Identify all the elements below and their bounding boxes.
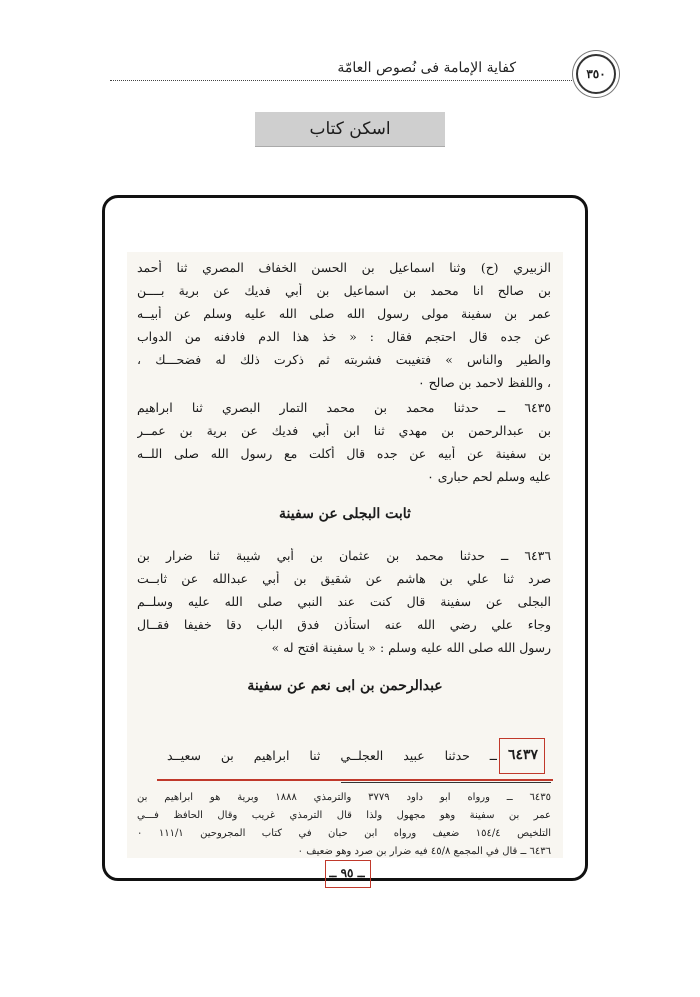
text-line: ، واللفظ لاحمد بن صالح ٠ bbox=[417, 375, 551, 390]
footnote-line: التلخيص ١٥٤/٤ ضعيف ورواه ابن حبان في كتاب المجروحين ١١١/١ ٠ bbox=[137, 828, 551, 839]
text-line: الزبيري (ح) وثنا اسماعيل بن الحسن الخفاف المصري ثنا أحمد bbox=[137, 260, 551, 275]
entry-number: ٦٤٣٧ bbox=[507, 747, 539, 763]
text-line: ٦٤٣٦ ــ حدثنا محمد بن عثمان بن أبي شيبة ثنا ضرار بن bbox=[137, 548, 551, 563]
footnote-line: ٦٤٣٦ ــ قال في المجمع ٤٥/٨ فيه ضرار بن صرد وهو ضعيف ٠ bbox=[297, 846, 551, 857]
section-heading: ثابت البجلى عن سفينة bbox=[279, 506, 411, 522]
text-line: رسول الله صلى الله عليه وسلم : « يا سفينة افتح له » bbox=[271, 640, 551, 655]
text-line: بن عبدالرحمن بن مهدي ثنا ابن أبي فديك عن برية بن عمــر bbox=[137, 423, 551, 438]
text-line: ٦٤٣٥ ــ حدثنا محمد بن محمد التمار البصري ثنا ابراهيم bbox=[137, 400, 551, 415]
page-number-medallion: ٣٥٠ bbox=[576, 54, 616, 94]
text-line: البجلى عن سفينة قال كنت عند النبي صلى الله عليه وسلــم bbox=[137, 594, 551, 609]
text-line: صرد ثنا علي بن هاشم عن شقيق بن أبي عبدالله عن ثابــت bbox=[137, 571, 551, 586]
text-line: بن صالح انا محمد بن اسماعيل بن أبي فديك عن برية بــــن bbox=[137, 283, 551, 298]
header-rule bbox=[110, 80, 576, 81]
text-line: عمر بن سفينة مولى رسول الله صلى الله عليه وسلم عن أبيــه bbox=[137, 306, 551, 321]
footnote-line: عمر بن سفينة وهو مجهول ولذا قال الترمذي غريب وقال الحافظ فـــي bbox=[137, 810, 551, 821]
text-line: ــ حدثنا عبيد العجلــي ثنا ابراهيم بن سعيــد bbox=[167, 748, 497, 763]
text-line: والطير والناس » فتغيبت فشربته ثم ذكرت ذلك له فضحـــك ، bbox=[137, 352, 551, 367]
page-header bbox=[110, 52, 616, 92]
section-heading: عبدالرحمن بن ابى نعم عن سفينة bbox=[247, 678, 443, 694]
text-line: عليه وسلم لحم حبارى ٠ bbox=[427, 469, 551, 484]
scan-page-number: ــ ٩٥ ــ bbox=[329, 866, 365, 880]
scan-frame bbox=[102, 195, 588, 881]
red-underline bbox=[157, 779, 553, 781]
header-title: كفاية الإمامة فى نُصوص العامّة bbox=[337, 60, 516, 76]
section-label: اسكن كتاب bbox=[255, 112, 445, 146]
scanned-page bbox=[127, 252, 563, 880]
footnote-line: ٦٤٣٥ ــ ورواه ابو داود ٣٧٧٩ والترمذي ١٨٨٨ وبرية هو ابراهيم بن bbox=[137, 792, 551, 803]
text-line: وجاء علي رضي الله عنه استأذن فدق الباب دقا خفيفا فقــال bbox=[137, 617, 551, 632]
text-line: بن سفينة عن أبيه عن جده قال أكلت مع رسول الله صلى اللــه bbox=[137, 446, 551, 461]
text-line: عن جده قال احتجم فقال : « خذ هذا الدم فادفنه من الدواب bbox=[137, 329, 551, 344]
footnote-rule bbox=[341, 782, 551, 783]
